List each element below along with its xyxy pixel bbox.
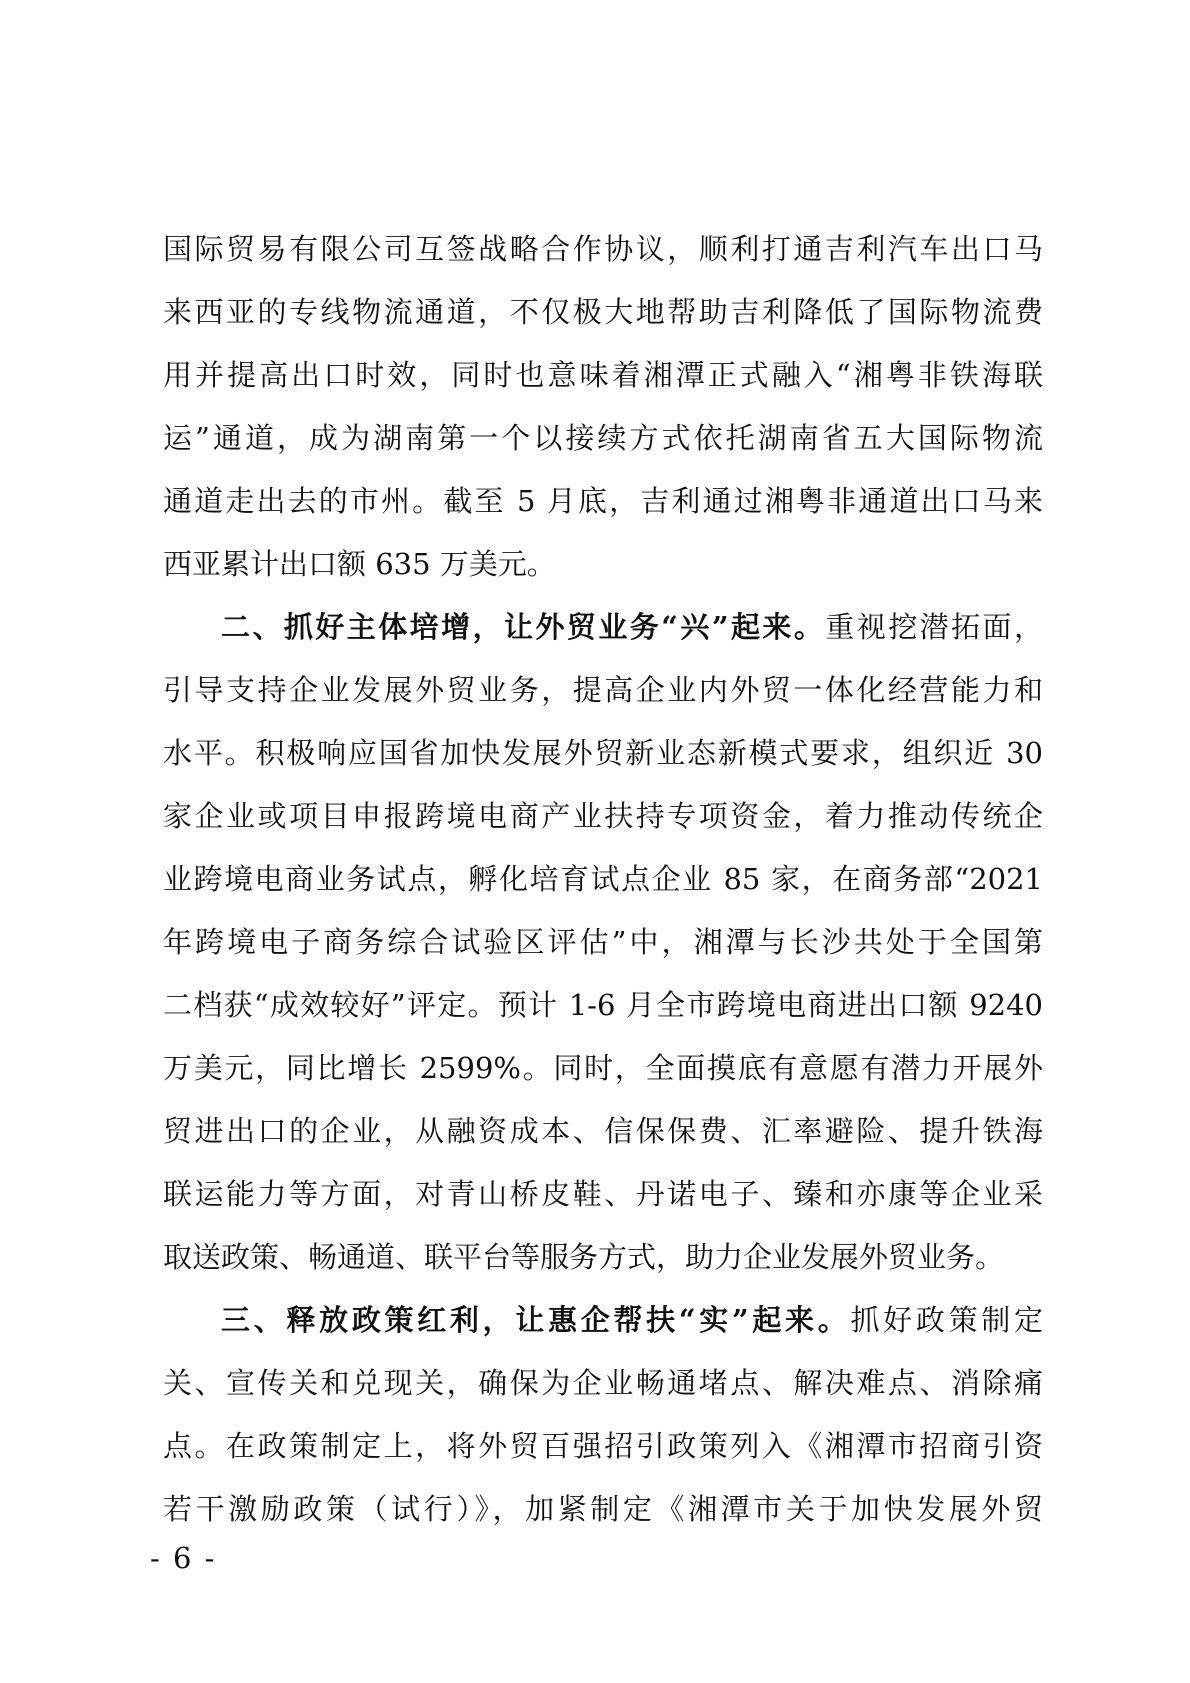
text-line: 联运能力等方面，对青山桥皮鞋、丹诺电子、臻和亦康等企业采	[163, 1177, 1043, 1211]
text-line: 年跨境电子商务综合试验区评估”中，湘潭与长沙共处于全国第	[163, 925, 1043, 959]
text-line: 来西亚的专线物流通道，不仅极大地帮助吉利降低了国际物流费	[163, 295, 1043, 329]
text-line: 二档获“成效较好”评定。预计 1-6 月全市跨境电商进出口额 9240	[163, 988, 1043, 1022]
section-3-heading: 三、释放政策红利，让惠企帮扶“实”起来。	[221, 1303, 851, 1337]
text-line: 关、宣传关和兑现关，确保为企业畅通堵点、解决难点、消除痛	[163, 1366, 1043, 1400]
section-2-heading: 二、抓好主体培增，让外贸业务“兴”起来。	[221, 610, 826, 644]
text-line: 贸进出口的企业，从融资成本、信保保费、汇率避险、提升铁海	[163, 1114, 1043, 1148]
section-2-first-line	[163, 596, 1043, 659]
section-3-first-line-text: 抓好政策制定	[850, 1303, 1043, 1337]
text-line: 万美元，同比增长 2599%。同时，全面摸底有意愿有潜力开展外	[163, 1051, 1043, 1085]
section-2-first-line-text: 重视挖潜拓面，	[825, 610, 1043, 644]
text-line: 通道走出去的市州。截至 5 月底，吉利通过湘粤非通道出口马来	[163, 484, 1043, 518]
body-text	[163, 218, 1043, 1541]
text-line: 运”通道，成为湖南第一个以接续方式依托湖南省五大国际物流	[163, 421, 1043, 455]
text-line: 业跨境电商业务试点，孵化培育试点企业 85 家，在商务部“2021	[163, 862, 1043, 896]
text-line: 用并提高出口时效，同时也意味着湘潭正式融入“湘粤非铁海联	[163, 358, 1043, 392]
section-3-first-line	[163, 1289, 1043, 1352]
page-number: - 6 -	[150, 1541, 217, 1575]
text-line: 水平。积极响应国省加快发展外贸新业态新模式要求，组织近 30	[163, 736, 1043, 770]
text-line: 取送政策、畅通道、联平台等服务方式，助力企业发展外贸业务。	[163, 1240, 1005, 1274]
text-line: 引导支持企业发展外贸业务，提高企业内外贸一体化经营能力和	[163, 673, 1043, 707]
text-line: 西亚累计出口额 635 万美元。	[163, 547, 556, 581]
text-line: 家企业或项目申报跨境电商产业扶持专项资金，着力推动传统企	[163, 799, 1043, 833]
text-line: 点。在政策制定上，将外贸百强招引政策列入《湘潭市招商引资	[163, 1429, 1043, 1463]
text-line: 若干激励政策（试行）》，加紧制定《湘潭市关于加快发展外贸	[163, 1492, 1043, 1526]
text-line: 国际贸易有限公司互签战略合作协议，顺利打通吉利汽车出口马	[163, 232, 1043, 266]
